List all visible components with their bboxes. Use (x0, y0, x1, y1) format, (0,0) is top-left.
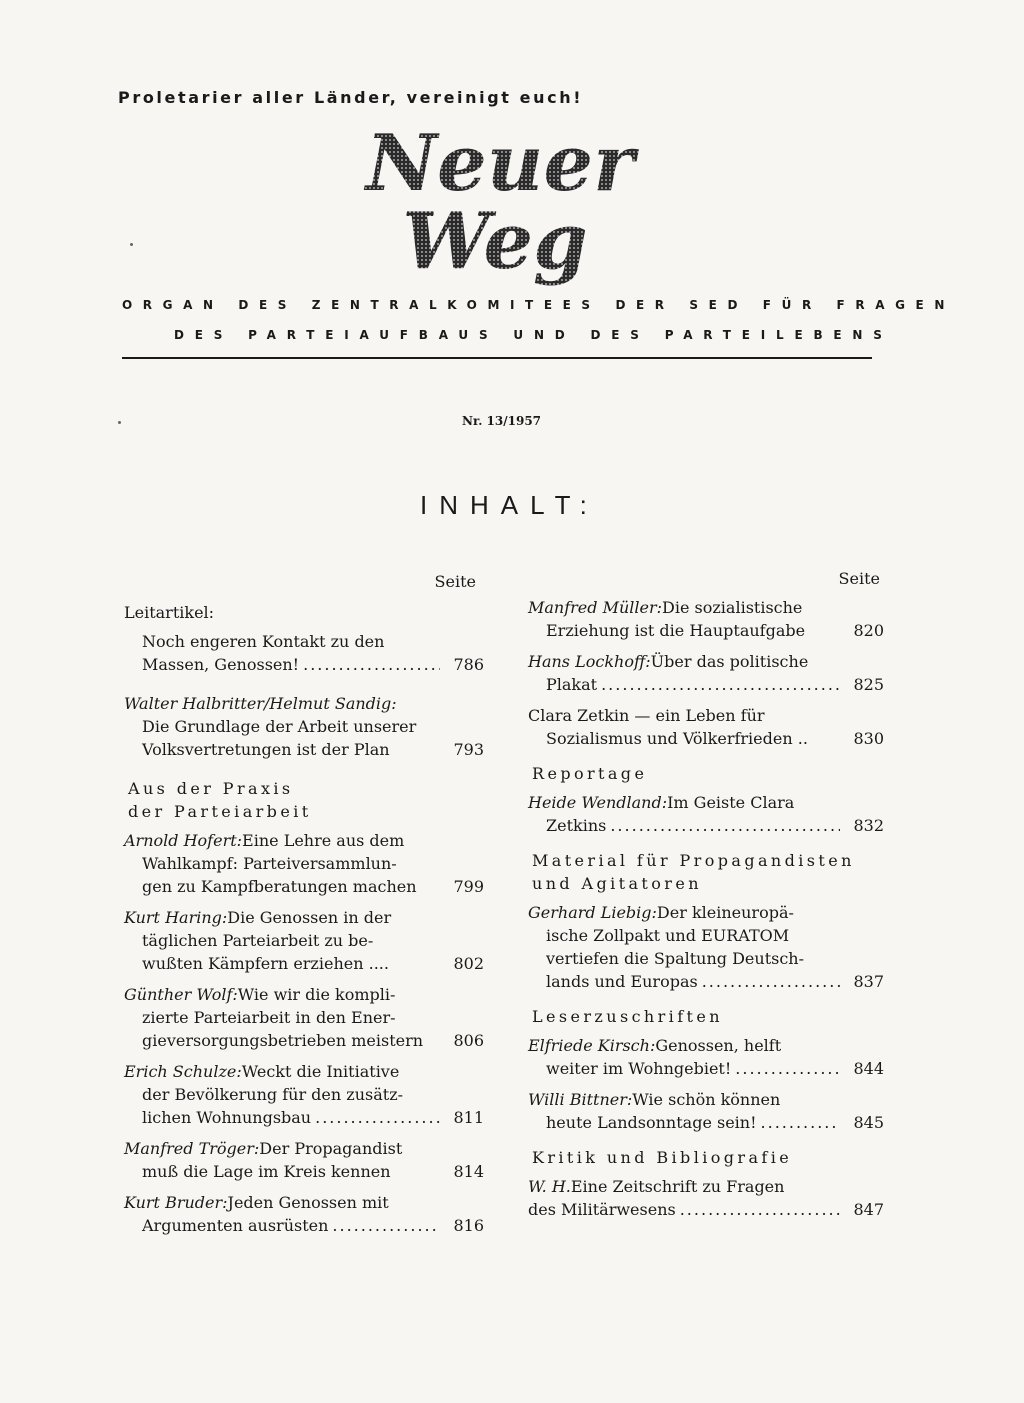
toc-entry[interactable]: Arnold Hofert: Eine Lehre aus dem Wahlkampf: Parteiversammlun- gen zu Kampfberatungen machen 799 (124, 831, 484, 896)
section-heading: Aus der Praxis der Parteiarbeit (128, 779, 312, 821)
page-column-label: Seite (434, 572, 476, 591)
toc-entry[interactable]: Heide Wendland: Im Geiste Clara Zetkins ..... 832 (528, 791, 884, 837)
toc-entry[interactable]: Clara Zetkin — ein Leben für Sozialismus und Völkerfrieden .. 830 (528, 706, 884, 748)
entry-line: Die Grundlage der Arbeit unserer (142, 717, 417, 736)
section-heading: Reportage (532, 764, 648, 783)
entry-line: Noch engeren Kontakt zu den (142, 632, 385, 651)
page-number: 786 (453, 655, 484, 674)
toc-entry[interactable]: Manfred Tröger: Der Propagandist muß die Lage im Kreis kennen 814 (124, 1139, 484, 1181)
toc-entry[interactable] (124, 692, 484, 761)
toc-entry[interactable]: Hans Lockhoff: Über das politische Plakat ..... 825 (528, 650, 884, 696)
header-rule (122, 357, 872, 359)
page-number: 806 (453, 1031, 484, 1050)
page-number: 820 (853, 621, 884, 640)
print-speck (130, 243, 133, 246)
toc-entry[interactable]: W. H. Eine Zeitschrift zu Fragen des Militärwesens ..... 847 (528, 1175, 884, 1221)
entry-lastline: Massen, Genossen! ..... 786 (124, 653, 484, 676)
entry-author: Walter Halbritter/Helmut Sandig: (124, 694, 397, 713)
contents-heading: INHALT: (420, 490, 599, 520)
organ-line-2: DES PARTEIAUFBAUS UND DES PARTEILEBENS (174, 328, 893, 342)
section-heading: Material für Propagandisten und Agitatoren (532, 851, 855, 893)
contents-left-column (124, 570, 484, 1245)
toc-entry[interactable] (124, 630, 484, 676)
page-number: 847 (853, 1200, 884, 1219)
page-number: 799 (453, 877, 484, 896)
toc-entry[interactable]: Günther Wolf: Wie wir die kompli- zierte Parteiarbeit in den Ener- gieversorgungsbetrieben meistern 806 (124, 985, 484, 1050)
logo-line-1: Neuer (365, 118, 635, 209)
toc-entry[interactable]: Manfred Müller: Die sozialistische Erziehung ist die Hauptaufgabe 820 (528, 598, 884, 640)
page-number: 845 (853, 1113, 884, 1132)
neuer-weg-logo (360, 118, 640, 288)
section-heading: Kritik und Bibliografie (532, 1148, 793, 1167)
section-heading: Leitartikel: (124, 603, 215, 622)
organ-line-1: ORGAN DES ZENTRALKOMITEES DER SED FÜR FRAGEN (122, 298, 955, 312)
print-speck (118, 421, 121, 424)
contents-right-column (528, 567, 884, 1229)
logo-line-2: Weg (402, 196, 588, 287)
toc-entry[interactable]: Erich Schulze: Weckt die Initiative der Bevölkerung für den zusätz- lichen Wohnungsbau ..... 811 (124, 1060, 484, 1129)
motto: Proletarier aller Länder, vereinigt euch! (118, 88, 584, 107)
page-number: 793 (453, 740, 484, 759)
page-number: 825 (853, 675, 884, 694)
page-number: 811 (453, 1108, 484, 1127)
page-number: 837 (853, 972, 884, 991)
page-column-label: Seite (838, 569, 880, 588)
page-number: 816 (453, 1216, 484, 1235)
toc-entry[interactable]: Gerhard Liebig: Der kleineuropä- ische Zollpakt und EURATOM vertiefen die Spaltung Deutsch- lands und Europas ..... 837 (528, 901, 884, 993)
entry-lastline: Volksvertretungen ist der Plan 793 (142, 740, 484, 759)
page-number: 830 (853, 729, 884, 748)
issue-number: Nr. 13/1957 (462, 414, 542, 428)
toc-entry[interactable]: Elfriede Kirsch: Genossen, helft weiter im Wohngebiet! ..... 844 (528, 1034, 884, 1080)
toc-entry[interactable]: Kurt Haring: Die Genossen in der täglichen Parteiarbeit zu be- wußten Kämpfern erziehen .... 802 (124, 908, 484, 973)
page-number: 844 (853, 1059, 884, 1078)
toc-entry[interactable]: Willi Bittner: Wie schön können heute Landsonntage sein! ..... 845 (528, 1088, 884, 1134)
page-number: 832 (853, 816, 884, 835)
page-number: 802 (453, 954, 484, 973)
section-heading: Leserzuschriften (532, 1007, 723, 1026)
toc-entry[interactable]: Kurt Bruder: Jeden Genossen mit Argumenten ausrüsten ..... 816 (124, 1191, 484, 1237)
page-number: 814 (453, 1162, 484, 1181)
